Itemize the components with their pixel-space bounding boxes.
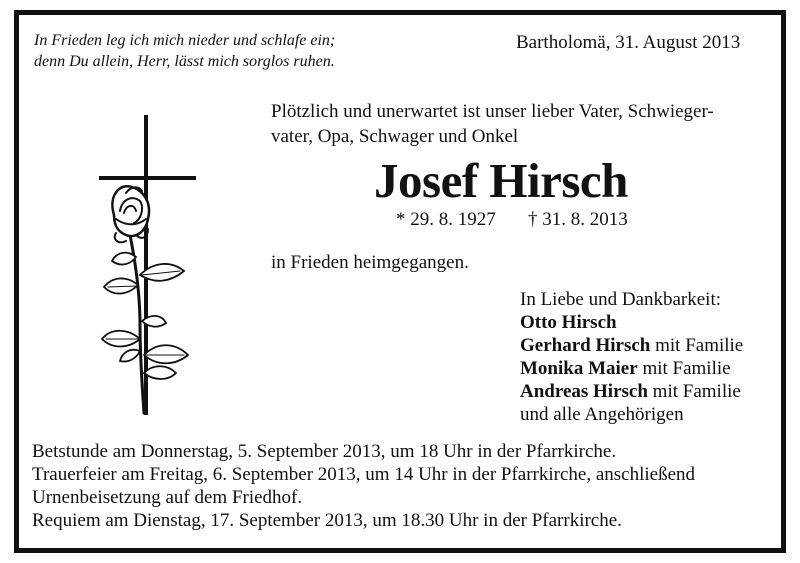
intro-text: [271, 99, 771, 149]
mourners-heading: In Liebe und Dankbarkeit:: [520, 289, 722, 310]
mourners-closing: und alle Angehörigen: [520, 404, 684, 425]
service-line: Urnenbeisetzung auf dem Friedhof.: [32, 487, 303, 508]
service-line: Trauerfeier am Freitag, 6. September 2013, um 14 Uhr in der Pfarrkirche, anschließend: [32, 464, 696, 485]
mourner-suffix: mit Familie: [650, 335, 744, 356]
place-date: Bartholomä, 31. August 2013: [516, 32, 741, 53]
mourners-block: [520, 288, 743, 426]
mourner-entry: [520, 334, 743, 357]
mourner-name: Otto Hirsch: [520, 312, 617, 333]
leaf-icon: [112, 253, 136, 265]
peace-text: in Frieden heimgegangen.: [271, 252, 469, 273]
verse-line: In Frieden leg ich mich nieder und schlafe ein;: [34, 32, 336, 49]
rose-blossom-icon: [112, 186, 149, 242]
intro-line: vater, Opa, Schwager und Onkel: [271, 126, 519, 147]
service-line: Requiem am Dienstag, 17. September 2013, um 18.30 Uhr in der Pfarrkirche.: [32, 510, 622, 531]
service-line: Betstunde am Donnerstag, 5. September 2013, um 18 Uhr in der Pfarrkirche.: [32, 441, 617, 462]
mourner-name: Monika Maier: [520, 358, 638, 379]
leaf-icon: [144, 366, 176, 379]
bible-verse: [34, 30, 335, 72]
mourner-entry: [520, 311, 743, 334]
cross-rose-icon: [96, 115, 206, 420]
mourner-entry: [520, 357, 743, 380]
mourner-name: Gerhard Hirsch: [520, 335, 651, 356]
death-date: † 31. 8. 2013: [528, 209, 628, 230]
leaf-icon: [144, 345, 188, 363]
leaf-icon: [120, 350, 140, 362]
mourner-suffix: mit Familie: [647, 381, 741, 402]
mourner-entry: [520, 380, 743, 403]
cross-horizontal-beam: [99, 176, 196, 180]
verse-line: denn Du allein, Herr, lässt mich sorglos ruhen.: [34, 53, 335, 70]
mourner-suffix: mit Familie: [637, 358, 731, 379]
service-schedule: [32, 440, 772, 532]
birth-date: * 29. 8. 1927: [396, 209, 496, 230]
deceased-name: Josef Hirsch: [374, 153, 628, 208]
mourner-name: Andreas Hirsch: [520, 381, 648, 402]
intro-line: Plötzlich und unerwartet ist unser lieber Vater, Schwieger-: [271, 101, 714, 122]
